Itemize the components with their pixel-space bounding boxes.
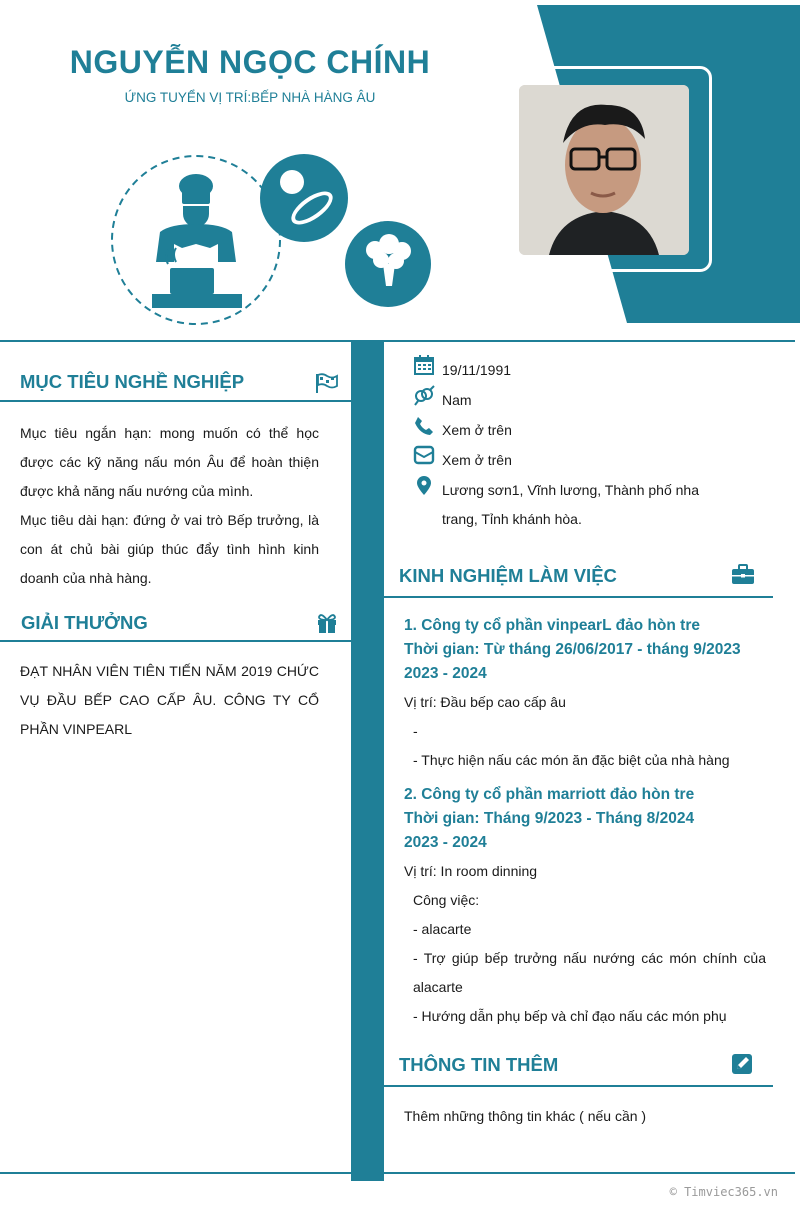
- job-1-years: 2023 - 2024: [404, 665, 487, 682]
- objective-short-term: Mục tiêu ngắn hạn: mong muốn có thể học được các kỹ năng nấu món Âu để hoàn thiện được khả năng nấu nướng của mình.: [20, 425, 319, 499]
- candidate-name: NGUYỄN NGỌC CHÍNH: [69, 44, 431, 80]
- awards-text: ĐẠT NHÂN VIÊN TIÊN TIẾN NĂM 2019 CHỨC VỤ ĐẦU BẾP CAO CẤP ÂU. CÔNG TY CỔ PHẦN VINPEARL: [20, 663, 319, 737]
- flag-icon: [314, 372, 338, 394]
- awards-title: GIẢI THƯỞNG: [21, 612, 148, 633]
- experience-underline: [384, 596, 773, 598]
- footer-separator: [0, 1172, 795, 1174]
- birthday-value: 19/11/1991: [442, 362, 512, 378]
- objective-long-term: Mục tiêu dài hạn: đứng ở vai trò Bếp trưởng, là con át chủ bài giúp thúc đẩy tình hình kinh doanh của nhà hàng.: [20, 512, 319, 586]
- job-1: [404, 614, 766, 775]
- phone-value: Xem ở trên: [442, 422, 512, 438]
- job-2-line: - Hướng dẫn phụ bếp và chỉ đạo nấu các món phụ: [413, 1008, 727, 1024]
- address-line-2: trang, Tỉnh khánh hòa.: [442, 511, 582, 527]
- experience-title: KINH NGHIỆM LÀM VIỆC: [399, 565, 617, 586]
- gift-icon: [315, 612, 339, 634]
- job-2-company: 2. Công ty cổ phần marriott đảo hòn tre: [404, 786, 695, 803]
- phone-icon: [412, 414, 436, 436]
- job-2-line: - Trợ giúp bếp trưởng nấu nướng các món chính của alacarte: [413, 950, 766, 995]
- job-2-line: Công việc:: [413, 892, 480, 908]
- job-1-time: Thời gian: Từ tháng 26/06/2017 - tháng 9/2023: [404, 641, 741, 658]
- header-separator: [0, 340, 795, 342]
- job-1-line: - Thực hiện nấu các món ăn đặc biệt của nhà hàng: [413, 752, 730, 768]
- briefcase-icon: [731, 563, 755, 585]
- email-icon: [412, 444, 436, 466]
- job-1-role: Vị trí: Đầu bếp cao cấp âu: [404, 694, 566, 710]
- location-pin-icon: [412, 474, 436, 496]
- awards-underline: [0, 640, 351, 642]
- gender-icon: [412, 384, 436, 406]
- gender-value: Nam: [442, 392, 472, 408]
- watermark: © Timviec365.vn: [669, 1185, 778, 1199]
- column-divider: [351, 341, 384, 1181]
- objective-underline: [0, 400, 351, 402]
- job-2-years: 2023 - 2024: [404, 834, 487, 851]
- edit-icon: [731, 1053, 755, 1075]
- address-line-1: Lương sơn1, Vĩnh lương, Thành phố nha: [442, 482, 699, 498]
- job-1-company: 1. Công ty cổ phần vinpearL đảo hòn tre: [404, 617, 700, 634]
- objective-text: [20, 419, 319, 593]
- chef-illustration: [100, 150, 440, 330]
- job-2: [404, 783, 766, 1031]
- job-2-role: Vị trí: In room dinning: [404, 863, 538, 879]
- extra-info-underline: [384, 1085, 773, 1087]
- calendar-icon: [412, 354, 436, 376]
- applied-position: ỨNG TUYỂN VỊ TRÍ:BẾP NHÀ HÀNG ÂU: [124, 90, 376, 105]
- job-2-time: Thời gian: Tháng 9/2023 - Tháng 8/2024: [404, 810, 695, 827]
- email-value: Xem ở trên: [442, 452, 512, 468]
- profile-photo: [519, 85, 689, 255]
- extra-info-title: THÔNG TIN THÊM: [399, 1054, 559, 1075]
- objective-title: MỤC TIÊU NGHỀ NGHIỆP: [20, 371, 245, 392]
- job-1-line: -: [413, 723, 418, 739]
- job-2-line: - alacarte: [413, 921, 472, 937]
- extra-info-text: Thêm những thông tin khác ( nếu cần ): [404, 1108, 647, 1124]
